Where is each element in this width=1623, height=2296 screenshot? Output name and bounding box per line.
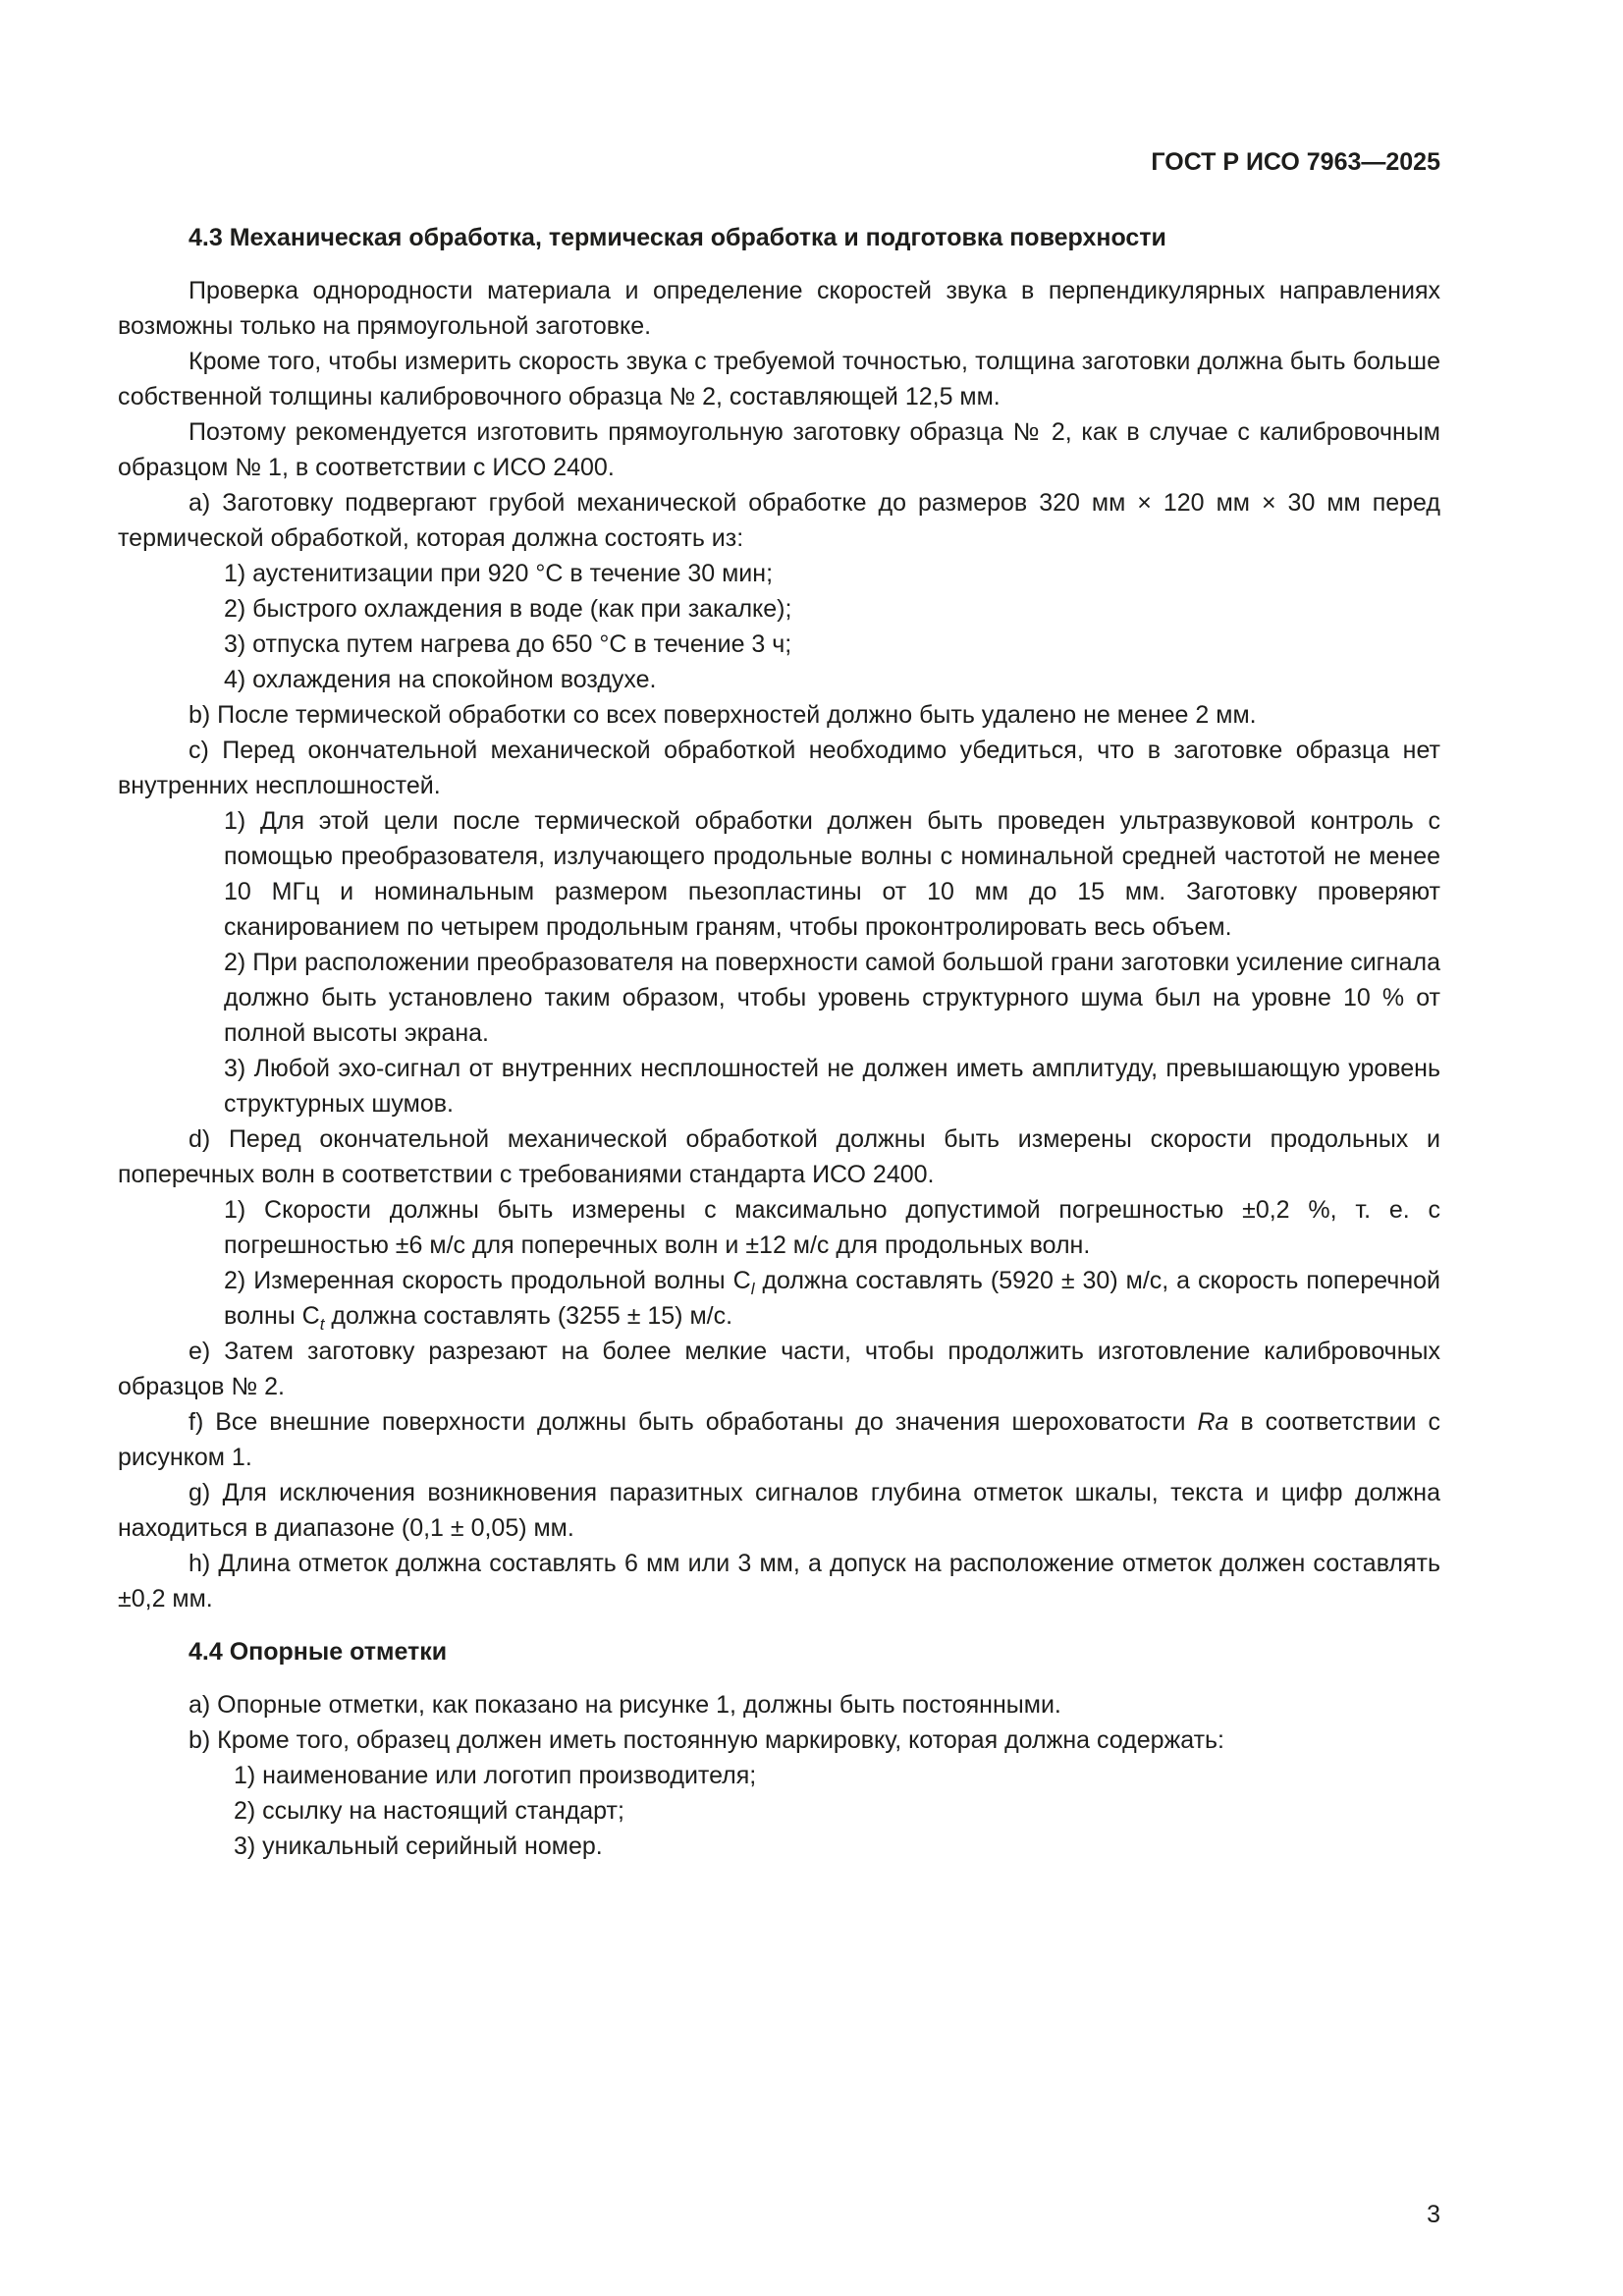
list-item: 1) аустенитизации при 920 °C в течение 30 мин; bbox=[224, 560, 774, 587]
list-item: 1) Для этой цели после термической обработки должен быть проведен ультразвуковой контроль с помощью преобразователя, излучающего продольные волны с номинальной средней частотой не менее 10 МГц и номинальным размером пьезопластины от 10 мм до 15 мм. Заготовку проверяют сканированием по четырем продольным граням, чтобы проконтролировать весь объем. bbox=[224, 807, 1440, 941]
paragraph: Проверка однородности материала и определение скоростей звука в перпендикулярных направлениях возможны только на прямоугольной заготовке. bbox=[118, 277, 1440, 340]
document-body bbox=[118, 220, 1440, 1864]
section-4-3-title: 4.3 Механическая обработка, термическая обработка и подготовка поверхности bbox=[189, 224, 1166, 251]
list-item: 2) При расположении преобразователя на поверхности самой большой грани заготовки усиление сигнала должно быть установлено таким образом, чтобы уровень структурного шума был на уровне 10 % от полной высоты экрана. bbox=[224, 949, 1440, 1047]
list-item-b: b) После термической обработки со всех поверхностей должно быть удалено не менее 2 мм. bbox=[189, 701, 1257, 729]
page-number: 3 bbox=[1427, 2201, 1440, 2228]
paragraph: Поэтому рекомендуется изготовить прямоугольную заготовку образца № 2, как в случае с калибровочным образцом № 1, в соответствии с ИСО 2400. bbox=[118, 418, 1440, 481]
list-item-d: d) Перед окончательной механической обработкой должны быть измерены скорости продольных и поперечных волн в соответствии с требованиями стандарта ИСО 2400. bbox=[118, 1125, 1440, 1188]
list-item-h: h) Длина отметок должна составлять 6 мм или 3 мм, а допуск на расположение отметок должен составлять ±0,2 мм. bbox=[118, 1550, 1440, 1613]
list-item: 3) уникальный серийный номер. bbox=[234, 1832, 603, 1860]
section-4-4-title: 4.4 Опорные отметки bbox=[189, 1638, 448, 1666]
list-item: 2) ссылку на настоящий стандарт; bbox=[234, 1797, 624, 1825]
list-item-b: b) Кроме того, образец должен иметь постоянную маркировку, которая должна содержать: bbox=[189, 1726, 1225, 1754]
list-item: 3) Любой эхо-сигнал от внутренних несплошностей не должен иметь амплитуду, превышающую уровень структурных шумов. bbox=[224, 1055, 1440, 1118]
text-run: в соответствии с рисунком 1. bbox=[118, 1408, 1440, 1471]
list-item-velocity bbox=[118, 1263, 1440, 1334]
list-item-g: g) Для исключения возникновения паразитных сигналов глубина отметок шкалы, текста и цифр должна находиться в диапазоне (0,1 ± 0,05) мм. bbox=[118, 1479, 1440, 1542]
list-item: 1) Скорости должны быть измерены с максимально допустимой погрешностью ±0,2 %, т. е. с погрешностью ±6 м/с для поперечных волн и ±12 м/с для продольных волн. bbox=[224, 1196, 1440, 1259]
list-item-c: c) Перед окончательной механической обработкой необходимо убедиться, что в заготовке образца нет внутренних несплошностей. bbox=[118, 737, 1440, 799]
list-item-a: a) Опорные отметки, как показано на рисунке 1, должны быть постоянными. bbox=[189, 1691, 1061, 1719]
text-run: должна составлять (3255 ± 15) м/с. bbox=[324, 1302, 733, 1330]
subscript-t: t bbox=[319, 1315, 325, 1334]
list-item: 4) охлаждения на спокойном воздухе. bbox=[224, 666, 657, 693]
subscript-l: l bbox=[750, 1280, 755, 1298]
paragraph: Кроме того, чтобы измерить скорость звука с требуемой точностью, толщина заготовки должна быть больше собственной толщины калибровочного образца № 2, составляющей 12,5 мм. bbox=[118, 348, 1440, 410]
document-header: ГОСТ Р ИСО 7963—2025 bbox=[1151, 148, 1440, 176]
roughness-symbol: Ra bbox=[1197, 1408, 1229, 1436]
list-item-e: e) Затем заготовку разрезают на более мелкие части, чтобы продолжить изготовление калибровочных образцов № 2. bbox=[118, 1338, 1440, 1400]
text-run: 2) Измеренная скорость продольной волны C bbox=[224, 1267, 751, 1294]
list-item: 1) наименование или логотип производителя; bbox=[234, 1762, 757, 1789]
list-item: 3) отпуска путем нагрева до 650 °C в течение 3 ч; bbox=[224, 630, 792, 658]
list-item: 2) быстрого охлаждения в воде (как при закалке); bbox=[224, 595, 792, 623]
list-item-f bbox=[118, 1404, 1440, 1475]
text-run: должна составлять (5920 ± 30) м/с, а скорость поперечной волны C bbox=[224, 1267, 1440, 1330]
text-run: f) Все внешние поверхности должны быть обработаны до значения шероховатости bbox=[189, 1408, 1198, 1436]
list-item-a: a) Заготовку подвергают грубой механической обработке до размеров 320 мм × 120 мм × 30 мм перед термической обработкой, которая должна состоять из: bbox=[118, 489, 1440, 552]
